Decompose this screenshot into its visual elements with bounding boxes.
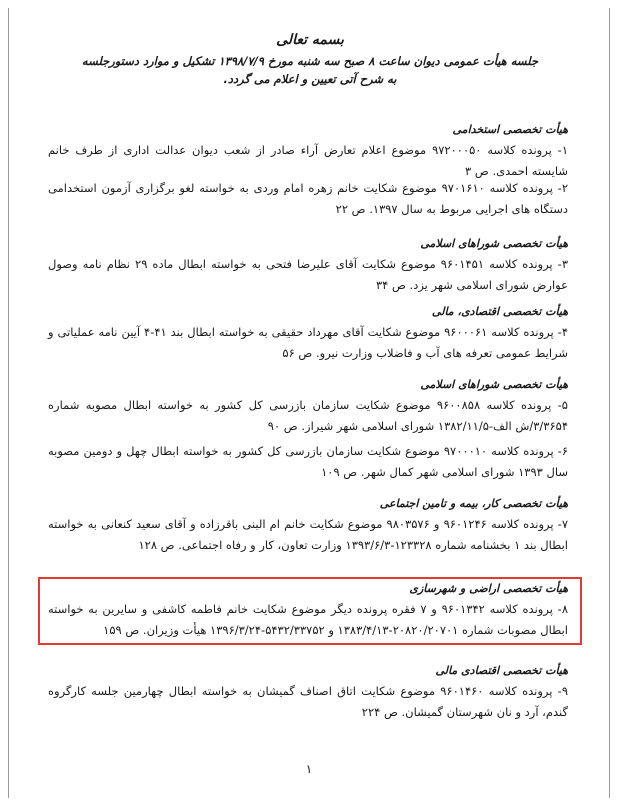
agenda-item-5: ۵- پرونده کلاسه ۹۶۰۰۸۵۸ موضوع شکایت سازمان بازرسی کل کشور به خواسته ابطال مصوبه شماره ۳/۳۶۵۴/ش الف-۱۳۸۲/۱۱/۵ شورای اسلامی شهر شیراز. ص ۹۰ [48,398,568,433]
agenda-section-3 [48,236,568,296]
session-announcement-line-2: به شرح آتی تعیین و اعلام می گردد. [223,72,397,86]
agenda-section-1 [48,122,568,182]
agenda-item-7: ۷- پرونده کلاسه ۹۶۰۱۲۴۶ و ۹۸۰۳۵۷۶ موضوع شکایت خانم ام البنی باقرزاده و آقای سعید کنعانی به خواسته ابطال بند ۱ بخشنامه شماره ۱۲۳۳۲۸-۱۳۹۳/۶/۳ وزارت تعاون، کار و رفاه اجتماعی. ص ۱۲۸ [48,517,568,552]
session-announcement-line-1: جلسه هیأت عمومی دیوان ساعت ۸ صبح سه شنبه مورخ ۱۳۹۸/۷/۹ تشکیل و موارد دستورجلسه [81,54,539,68]
section-heading: هیأت تخصصی شوراهای اسلامی [420,378,568,391]
agenda-section-6 [48,441,568,483]
agenda-section-2 [48,178,568,220]
section-heading: هیأت تخصصی اقتصادی، مالی [431,305,568,318]
agenda-section-4 [48,304,568,364]
agenda-item-1: ۱- پرونده کلاسه ۹۷۲۰۰۰۵۰ موضوع اعلام تعارض آراء صادر از شعب دیوان عدالت اداری از طرف خانم شایسته احمدی. ص ۳ [48,143,569,178]
agenda-item-2: ۲- پرونده کلاسه ۹۷۰۱۶۱۰ موضوع شکایت خانم زهره امام وردی به خواسته لغو برگزاری آزمون استخدامی دستگاه های اجرایی مربوط به سال ۱۳۹۷. ص ۲۲ [48,181,569,216]
agenda-item-4: ۴- پرونده کلاسه ۹۶۰۰۰۶۱ موضوع شکایت آقای مهرداد حقیقی به خواسته ابطال بند ۴۱-۴ آیین نامه عملیاتی و شرایط عمومی تعرفه های آب و فاضلاب وزارت نیرو. ص ۵۶ [48,325,568,360]
agenda-section-5 [48,377,568,437]
document-header [40,32,580,88]
section-heading: هیأت تخصصی اقتصادی مالی [435,664,568,677]
page-number: ۱ [305,762,313,776]
section-heading: هیأت تخصصی استخدامی [452,123,568,136]
agenda-section-7 [48,496,568,556]
section-heading: هیأت تخصصی شوراهای اسلامی [420,237,568,250]
section-heading: هیأت تخصصی اراضی و شهرسازی [409,582,568,595]
agenda-item-9: ۹- پرونده کلاسه ۹۶۰۱۴۶۰ موضوع شکایت اتاق اصناف گمیشان به خواسته ابطال چهارمین جلسه کارگروه گندم، آرد و نان شهرستان گمیشان. ص ۲۲۴ [48,684,568,719]
agenda-item-6: ۶- پرونده کلاسه ۹۷۰۰۰۱۰ موضوع شکایت سازمان بازرسی کل کشور به خواسته ابطال چهل و دومین مصوبه سال ۱۳۹۳ شورای اسلامی شهر کمال شهر. ص ۱۰۹ [48,444,568,479]
agenda-item-8: ۸- پرونده کلاسه ۹۶۰۱۳۴۲ و ۷ فقره پرونده دیگر موضوع شکایت خانم فاطمه کاشفی و سایرین به خواسته ابطال مصوبات شماره ۲۰۸۲۰/۲۰۷۰۱-۱۳۸۳/۴/۱۳ و ۵۴۳۲/۳۳۷۵۲-۱۳۹۶/۳/۲۴ هیأت وزیران. ص ۱۵۹ [48,602,568,637]
agenda-section-8 [48,581,568,641]
basmala: بسمه تعالی [276,32,344,48]
agenda-item-3: ۳- پرونده کلاسه ۹۶۰۱۴۵۱ موضوع شکایت آقای علیرضا فتحی به خواسته ابطال ماده ۲۹ نظام نامه وصول عوارض شورای اسلامی شهر یزد. ص ۳۴ [48,257,568,292]
section-heading: هیأت تخصصی کار، بیمه و تامین اجتماعی [379,497,568,510]
agenda-section-9 [48,663,568,723]
